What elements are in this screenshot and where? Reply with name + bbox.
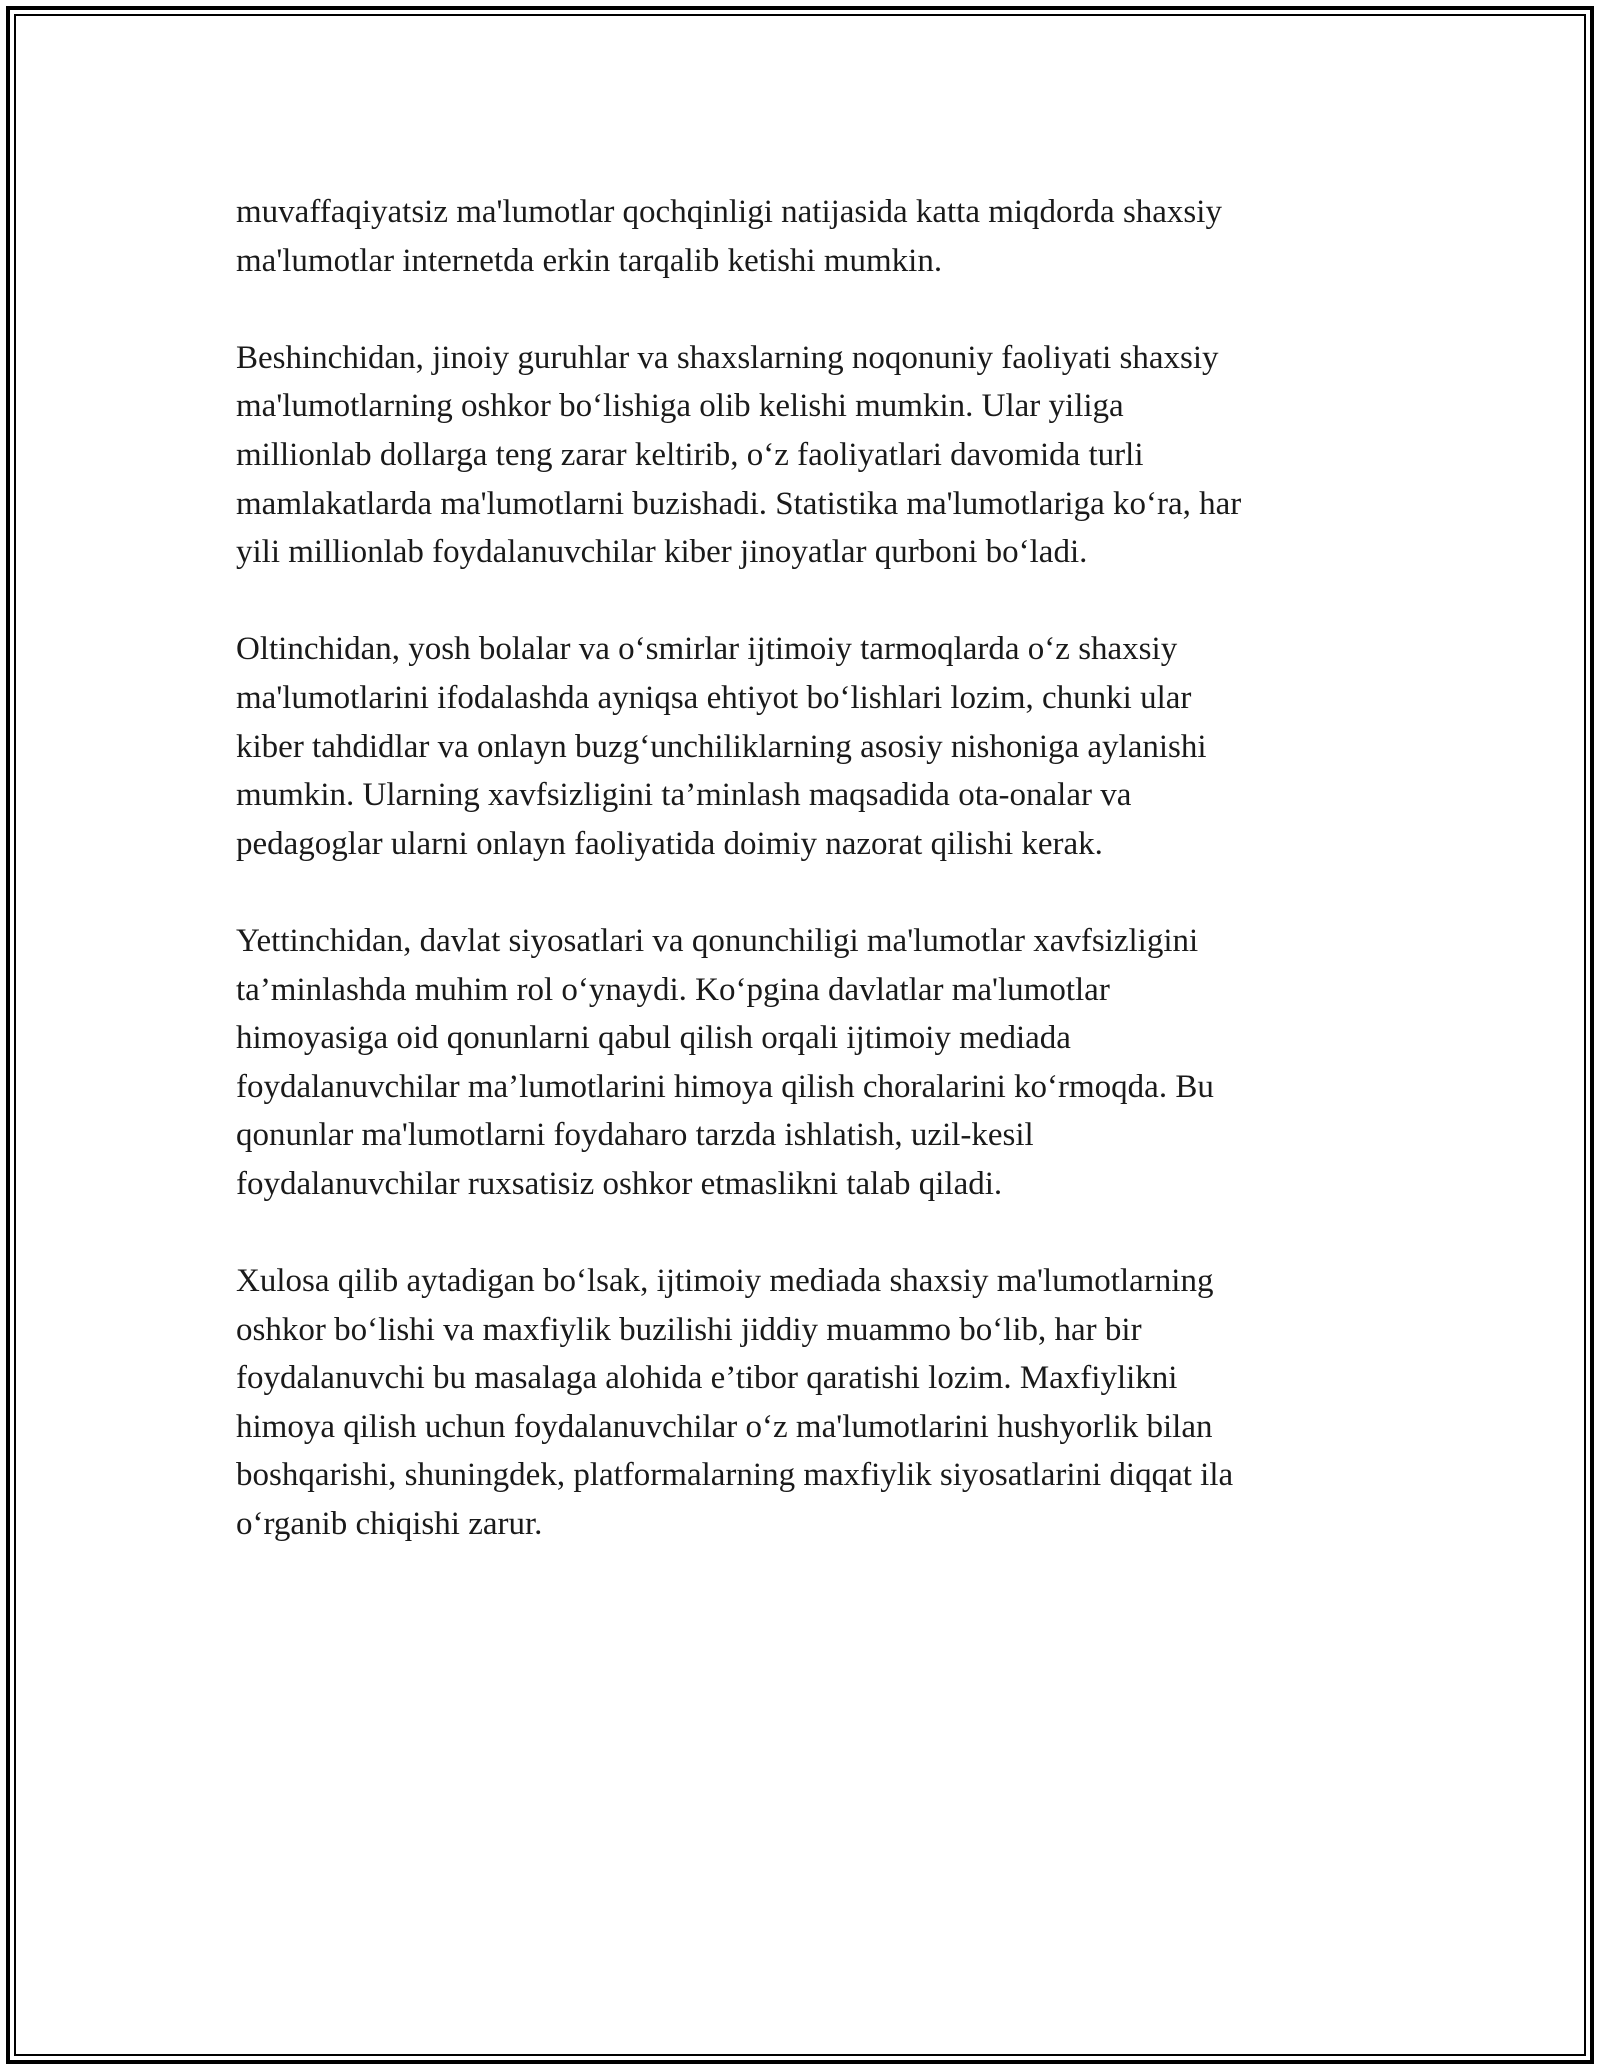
paragraph-continuation: muvaffaqiyatsiz ma'lumotlar qochqinligi natijasida katta miqdorda shaxsiy ma'lumotlar internetda erkin tarqalib ketishi mumkin. [236, 194, 1222, 279]
paragraph-fifth-point: Beshinchidan, jinoiy guruhlar va shaxslarning noqonuniy faoliyati shaxsiy ma'lumotlarning oshkor bo‘lishiga olib kelishi mumkin. Ular yiliga millionlab dollarga teng zarar keltirib, o‘z faoliyatlari davomida turli mamlakatlarda ma'lumotlarni buzishadi. Statistika ma'lumotlariga ko‘ra, har yili millionlab foydalanuvchilar kiber jinoyatlar qurboni bo‘ladi. [236, 339, 1242, 571]
paragraph-sixth-point: Oltinchidan, yosh bolalar va o‘smirlar ijtimoiy tarmoqlarda o‘z shaxsiy ma'lumotlarini ifodalashda ayniqsa ehtiyot bo‘lishlari lozim, chunki ular kiber tahdidlar va onlayn buzg‘unchiliklarning asosiy nishoniga aylanishi mumkin. Ularning xavfsizligini ta’minlash maqsadida ota-onalar va pedagoglar ularni onlayn faoliyatida doimiy nazorat qilishi kerak. [236, 631, 1207, 862]
paragraph-conclusion: Xulosa qilib aytadigan bo‘lsak, ijtimoiy mediada shaxsiy ma'lumotlarning oshkor bo‘lishi va maxfiylik buzilishi jiddiy muammo bo‘lib, har bir foydalanuvchi bu masalaga alohida e’tibor qaratishi lozim. Maxfiylikni himoya qilish uchun foydalanuvchilar o‘z ma'lumotlarini hushyorlik bilan boshqarishi, shuningdek, platformalarning maxfiylik siyosatlarini diqqat ila o‘rganib chiqishi zarur. [236, 1263, 1234, 1543]
paragraph-seventh-point: Yettinchidan, davlat siyosatlari va qonunchiligi ma'lumotlar xavfsizligini ta’minlashda muhim rol o‘ynaydi. Ko‘pgina davlatlar ma'lumotlar himoyasiga oid qonunlarni qabul qilish orqali ijtimoiy mediada foydalanuvchilar ma’lumotlarini himoya qilish choralarini ko‘rmoqda. Bu qonunlar ma'lumotlarni foydaharo tarzda ishlatish, uzil-kesil foydalanuvchilar ruxsatisiz oshkor etmaslikni talab qiladi. [236, 922, 1214, 1202]
document-body [236, 188, 1386, 1597]
